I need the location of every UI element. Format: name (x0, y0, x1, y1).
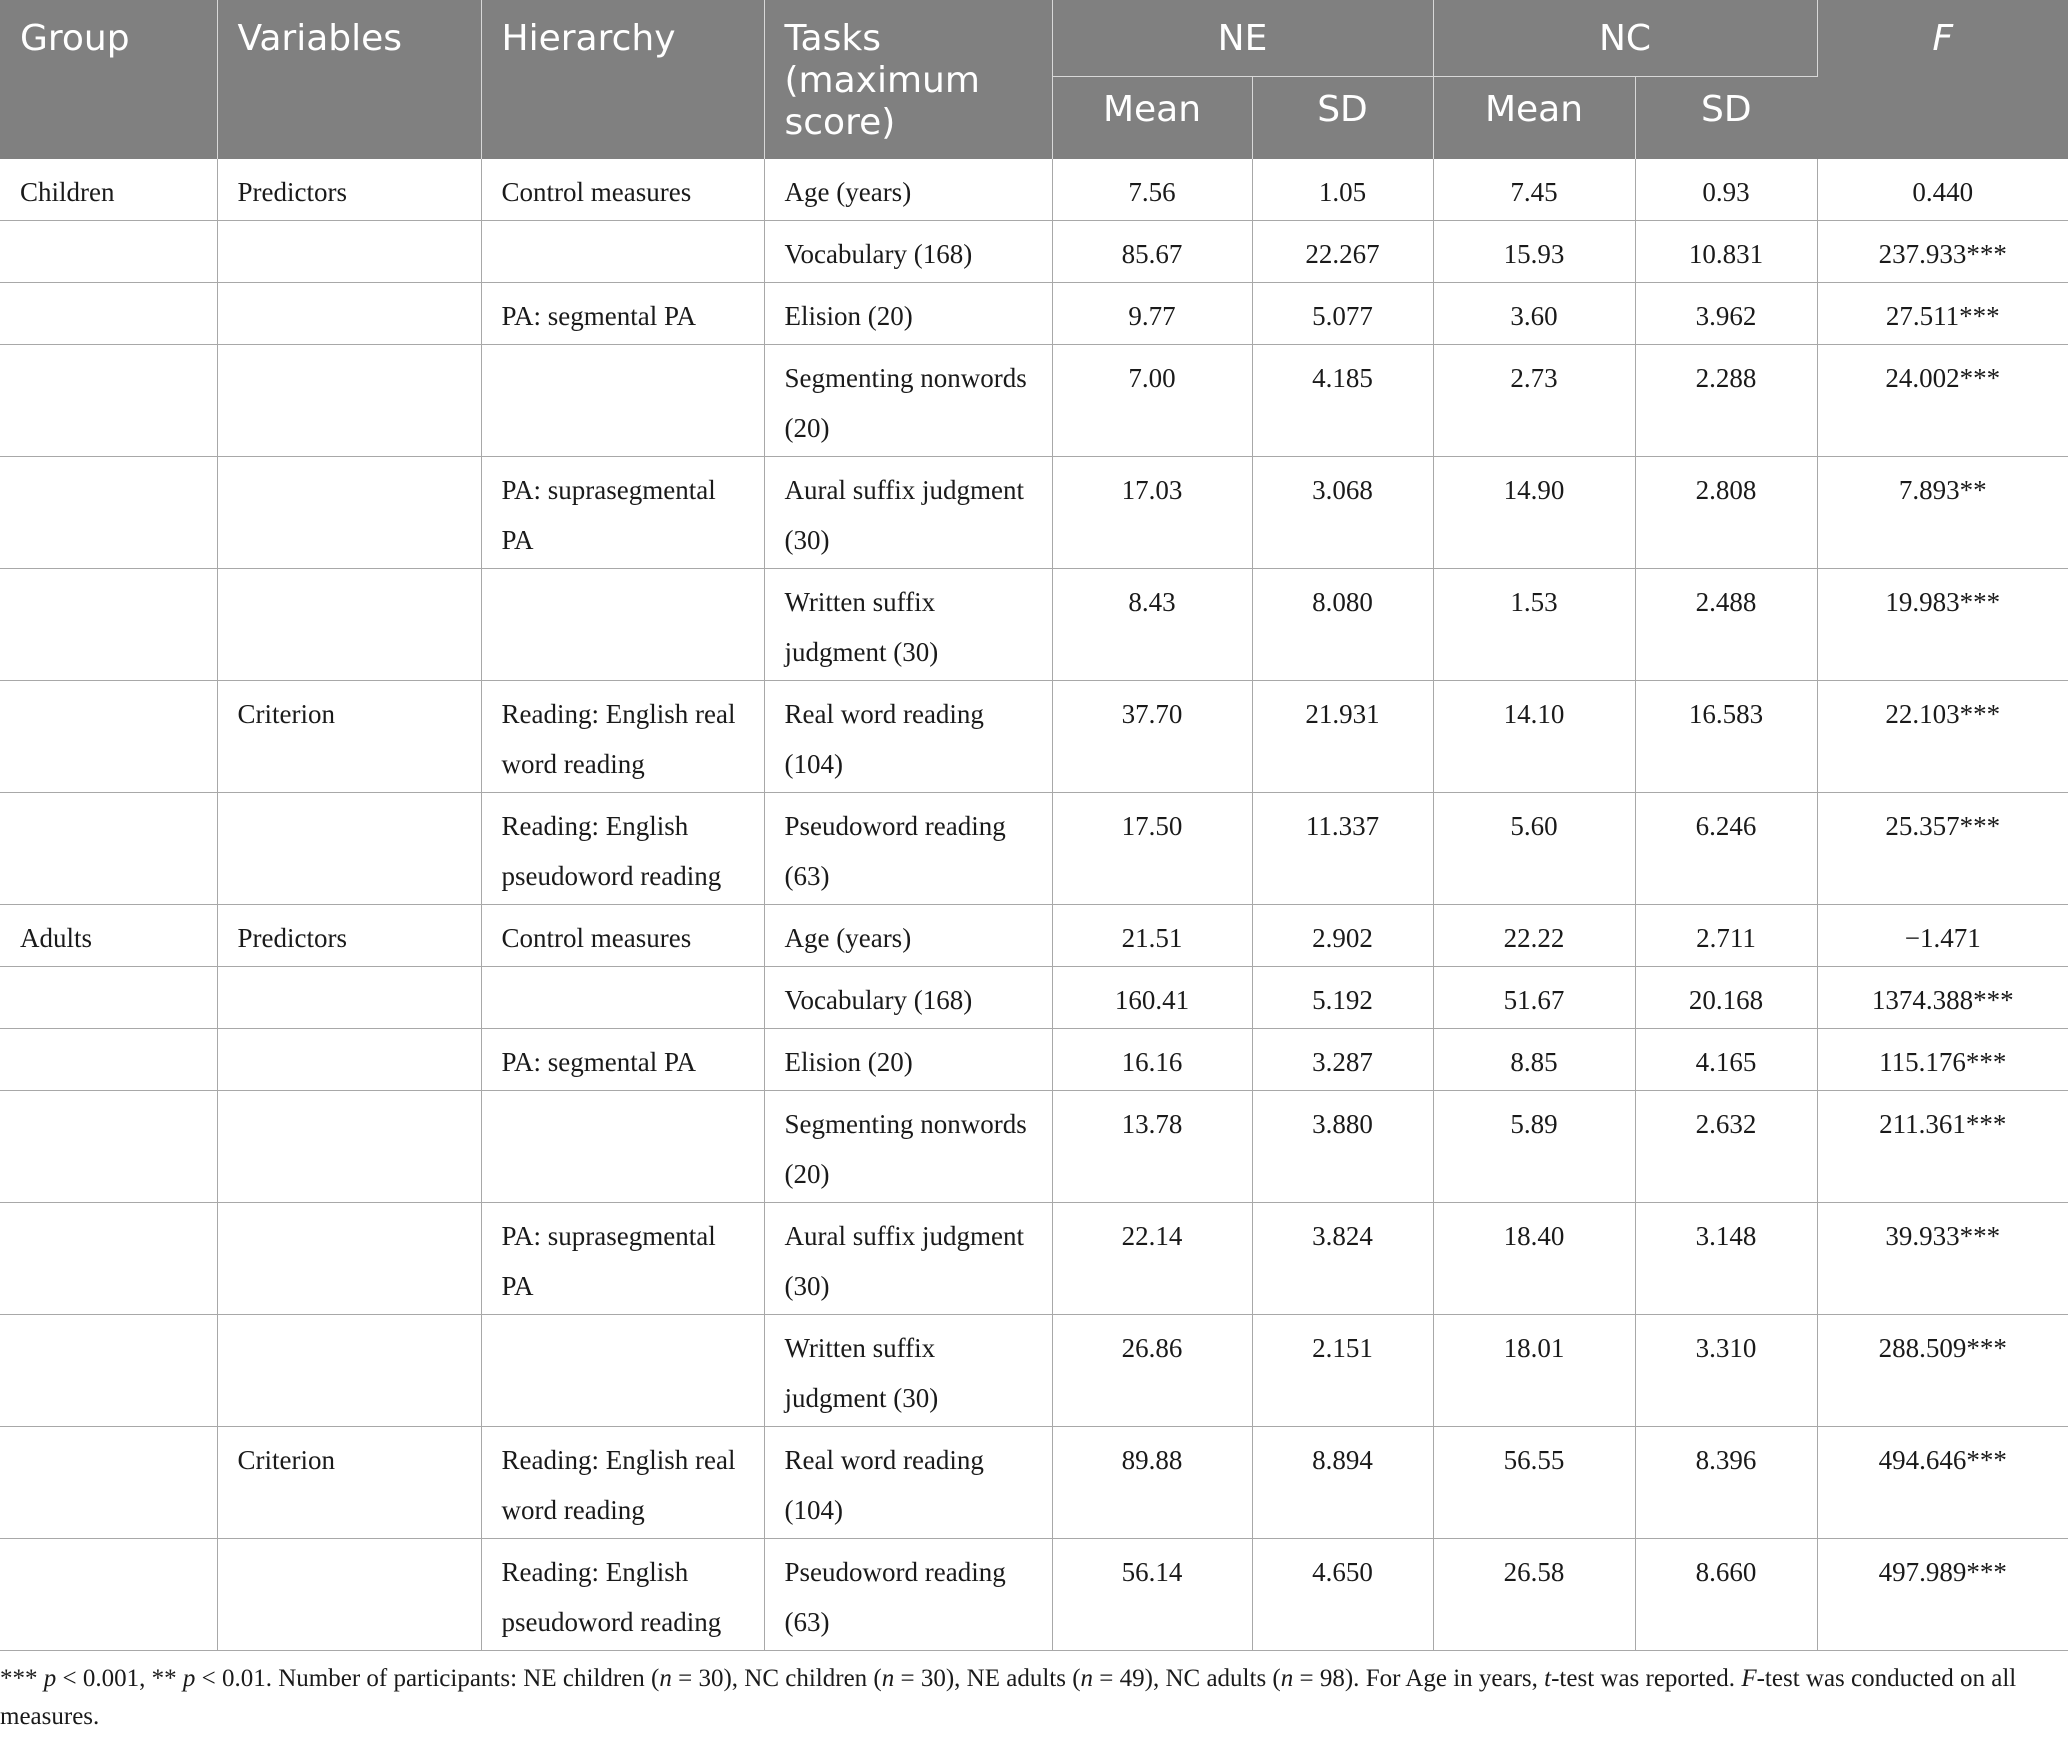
table-row (0, 1539, 2068, 1651)
header-ne-mean: Mean (1052, 77, 1252, 160)
cell-f: −1.471 (1817, 905, 2068, 967)
cell-f: 0.440 (1817, 159, 2068, 221)
cell-ne-mean: 13.78 (1052, 1091, 1252, 1203)
cell-nc-sd: 2.632 (1635, 1091, 1817, 1203)
cell-nc-mean: 1.53 (1433, 569, 1635, 681)
cell-group (0, 1539, 217, 1651)
cell-group (0, 1203, 217, 1315)
cell-hierarchy: Reading: English pseudoword reading (481, 1539, 764, 1651)
cell-ne-mean: 89.88 (1052, 1427, 1252, 1539)
cell-task: Pseudoword reading (63) (764, 793, 1052, 905)
cell-ne-sd: 2.151 (1252, 1315, 1433, 1427)
cell-nc-sd: 8.660 (1635, 1539, 1817, 1651)
cell-ne-sd: 3.824 (1252, 1203, 1433, 1315)
cell-nc-sd: 2.808 (1635, 457, 1817, 569)
cell-ne-sd: 21.931 (1252, 681, 1433, 793)
cell-task: Aural suffix judgment (30) (764, 457, 1052, 569)
cell-hierarchy: Reading: English pseudoword reading (481, 793, 764, 905)
cell-nc-mean: 8.85 (1433, 1029, 1635, 1091)
cell-ne-sd: 5.077 (1252, 283, 1433, 345)
cell-nc-sd: 16.583 (1635, 681, 1817, 793)
cell-nc-mean: 3.60 (1433, 283, 1635, 345)
cell-ne-mean: 17.50 (1052, 793, 1252, 905)
cell-ne-sd: 4.185 (1252, 345, 1433, 457)
header-hierarchy: Hierarchy (481, 0, 764, 159)
cell-nc-sd: 3.148 (1635, 1203, 1817, 1315)
cell-variables (217, 793, 481, 905)
table-row (0, 221, 2068, 283)
cell-hierarchy (481, 1091, 764, 1203)
header-f: F (1817, 0, 2068, 159)
cell-variables: Predictors (217, 905, 481, 967)
cell-f: 27.511*** (1817, 283, 2068, 345)
cell-hierarchy: Control measures (481, 905, 764, 967)
table-body (0, 159, 2068, 1651)
cell-ne-sd: 1.05 (1252, 159, 1433, 221)
header-group: Group (0, 0, 217, 159)
cell-task: Vocabulary (168) (764, 221, 1052, 283)
cell-ne-mean: 56.14 (1052, 1539, 1252, 1651)
cell-ne-mean: 22.14 (1052, 1203, 1252, 1315)
cell-hierarchy (481, 345, 764, 457)
cell-hierarchy (481, 967, 764, 1029)
footnote-tests: For Age in years, t-test was reported. F-test was conducted on all measures. (0, 1665, 2017, 1730)
cell-ne-mean: 160.41 (1052, 967, 1252, 1029)
cell-ne-sd: 5.192 (1252, 967, 1433, 1029)
cell-f: 7.893** (1817, 457, 2068, 569)
cell-task: Real word reading (104) (764, 681, 1052, 793)
cell-ne-sd: 3.287 (1252, 1029, 1433, 1091)
cell-nc-mean: 15.93 (1433, 221, 1635, 283)
cell-variables (217, 1539, 481, 1651)
cell-nc-sd: 2.711 (1635, 905, 1817, 967)
table-row (0, 1029, 2068, 1091)
cell-ne-sd: 3.068 (1252, 457, 1433, 569)
cell-nc-mean: 51.67 (1433, 967, 1635, 1029)
cell-task: Real word reading (104) (764, 1427, 1052, 1539)
cell-nc-mean: 2.73 (1433, 345, 1635, 457)
cell-ne-sd: 3.880 (1252, 1091, 1433, 1203)
table-row (0, 159, 2068, 221)
cell-nc-mean: 56.55 (1433, 1427, 1635, 1539)
cell-task: Segmenting nonwords (20) (764, 345, 1052, 457)
cell-group (0, 1029, 217, 1091)
cell-f: 211.361*** (1817, 1091, 2068, 1203)
table-row (0, 1091, 2068, 1203)
cell-hierarchy: PA: segmental PA (481, 1029, 764, 1091)
cell-ne-mean: 16.16 (1052, 1029, 1252, 1091)
table-row (0, 681, 2068, 793)
cell-task: Elision (20) (764, 283, 1052, 345)
cell-nc-sd: 20.168 (1635, 967, 1817, 1029)
cell-nc-mean: 26.58 (1433, 1539, 1635, 1651)
cell-group (0, 1091, 217, 1203)
cell-hierarchy: Control measures (481, 159, 764, 221)
cell-variables (217, 1203, 481, 1315)
cell-task: Written suffix judgment (30) (764, 569, 1052, 681)
cell-group (0, 967, 217, 1029)
cell-group (0, 345, 217, 457)
cell-ne-sd: 4.650 (1252, 1539, 1433, 1651)
cell-task: Age (years) (764, 159, 1052, 221)
cell-variables: Criterion (217, 681, 481, 793)
header-nc-mean: Mean (1433, 77, 1635, 160)
cell-variables (217, 1029, 481, 1091)
cell-ne-mean: 26.86 (1052, 1315, 1252, 1427)
table-row (0, 569, 2068, 681)
cell-group (0, 1315, 217, 1427)
cell-variables: Criterion (217, 1427, 481, 1539)
cell-nc-mean: 5.60 (1433, 793, 1635, 905)
table-row (0, 1203, 2068, 1315)
cell-task: Age (years) (764, 905, 1052, 967)
footnote-significance: *** p < 0.001, ** p < 0.01. (0, 1665, 272, 1692)
cell-ne-sd: 2.902 (1252, 905, 1433, 967)
cell-ne-sd: 22.267 (1252, 221, 1433, 283)
table-row (0, 793, 2068, 905)
cell-group (0, 681, 217, 793)
cell-f: 237.933*** (1817, 221, 2068, 283)
cell-ne-sd: 11.337 (1252, 793, 1433, 905)
cell-hierarchy (481, 569, 764, 681)
cell-f: 115.176*** (1817, 1029, 2068, 1091)
cell-ne-mean: 17.03 (1052, 457, 1252, 569)
cell-task: Pseudoword reading (63) (764, 1539, 1052, 1651)
cell-group (0, 221, 217, 283)
cell-nc-mean: 7.45 (1433, 159, 1635, 221)
cell-f: 1374.388*** (1817, 967, 2068, 1029)
cell-f: 497.989*** (1817, 1539, 2068, 1651)
cell-f: 39.933*** (1817, 1203, 2068, 1315)
table-row (0, 283, 2068, 345)
cell-nc-mean: 14.90 (1433, 457, 1635, 569)
cell-variables: Predictors (217, 159, 481, 221)
cell-nc-sd: 10.831 (1635, 221, 1817, 283)
cell-ne-mean: 9.77 (1052, 283, 1252, 345)
cell-nc-sd: 4.165 (1635, 1029, 1817, 1091)
cell-ne-mean: 7.56 (1052, 159, 1252, 221)
cell-task: Segmenting nonwords (20) (764, 1091, 1052, 1203)
cell-f: 22.103*** (1817, 681, 2068, 793)
cell-hierarchy: PA: suprasegmental PA (481, 1203, 764, 1315)
header-variables: Variables (217, 0, 481, 159)
cell-nc-sd: 8.396 (1635, 1427, 1817, 1539)
cell-nc-sd: 6.246 (1635, 793, 1817, 905)
cell-group: Children (0, 159, 217, 221)
cell-hierarchy (481, 221, 764, 283)
cell-f: 25.357*** (1817, 793, 2068, 905)
cell-nc-sd: 3.310 (1635, 1315, 1817, 1427)
cell-variables (217, 345, 481, 457)
cell-variables (217, 457, 481, 569)
cell-task: Vocabulary (168) (764, 967, 1052, 1029)
header-tasks: Tasks (maximum score) (764, 0, 1052, 159)
cell-f: 24.002*** (1817, 345, 2068, 457)
footnote-participants: Number of participants: NE children (n = 30), NC children (n = 30), NE adults (n = 49), NC adults (n = 98). (278, 1665, 1360, 1692)
cell-group: Adults (0, 905, 217, 967)
cell-variables (217, 283, 481, 345)
cell-group (0, 569, 217, 681)
cell-nc-mean: 22.22 (1433, 905, 1635, 967)
cell-variables (217, 221, 481, 283)
cell-task: Written suffix judgment (30) (764, 1315, 1052, 1427)
cell-f: 288.509*** (1817, 1315, 2068, 1427)
cell-nc-mean: 18.40 (1433, 1203, 1635, 1315)
cell-hierarchy: Reading: English real word reading (481, 681, 764, 793)
cell-nc-sd: 2.288 (1635, 345, 1817, 457)
cell-hierarchy: Reading: English real word reading (481, 1427, 764, 1539)
table-row (0, 1427, 2068, 1539)
header-nc-sd: SD (1635, 77, 1817, 160)
header-ne: NE (1052, 0, 1433, 77)
cell-nc-mean: 18.01 (1433, 1315, 1635, 1427)
cell-group (0, 1427, 217, 1539)
cell-group (0, 457, 217, 569)
table-footnote (0, 1651, 2040, 1736)
table-row (0, 457, 2068, 569)
cell-ne-mean: 21.51 (1052, 905, 1252, 967)
cell-hierarchy: PA: segmental PA (481, 283, 764, 345)
cell-f: 19.983*** (1817, 569, 2068, 681)
cell-ne-mean: 37.70 (1052, 681, 1252, 793)
table-header (0, 0, 2068, 159)
cell-hierarchy: PA: suprasegmental PA (481, 457, 764, 569)
cell-nc-mean: 14.10 (1433, 681, 1635, 793)
cell-nc-sd: 0.93 (1635, 159, 1817, 221)
cell-ne-mean: 85.67 (1052, 221, 1252, 283)
cell-nc-mean: 5.89 (1433, 1091, 1635, 1203)
cell-group (0, 793, 217, 905)
header-ne-sd: SD (1252, 77, 1433, 160)
table-row (0, 967, 2068, 1029)
table-row (0, 1315, 2068, 1427)
cell-ne-sd: 8.894 (1252, 1427, 1433, 1539)
cell-task: Aural suffix judgment (30) (764, 1203, 1052, 1315)
cell-ne-sd: 8.080 (1252, 569, 1433, 681)
cell-group (0, 283, 217, 345)
table-row (0, 345, 2068, 457)
header-nc: NC (1433, 0, 1817, 77)
cell-nc-sd: 2.488 (1635, 569, 1817, 681)
cell-hierarchy (481, 1315, 764, 1427)
cell-ne-mean: 7.00 (1052, 345, 1252, 457)
cell-ne-mean: 8.43 (1052, 569, 1252, 681)
cell-variables (217, 967, 481, 1029)
table-row (0, 905, 2068, 967)
cell-variables (217, 1091, 481, 1203)
cell-nc-sd: 3.962 (1635, 283, 1817, 345)
cell-variables (217, 569, 481, 681)
cell-task: Elision (20) (764, 1029, 1052, 1091)
cell-variables (217, 1315, 481, 1427)
cell-f: 494.646*** (1817, 1427, 2068, 1539)
